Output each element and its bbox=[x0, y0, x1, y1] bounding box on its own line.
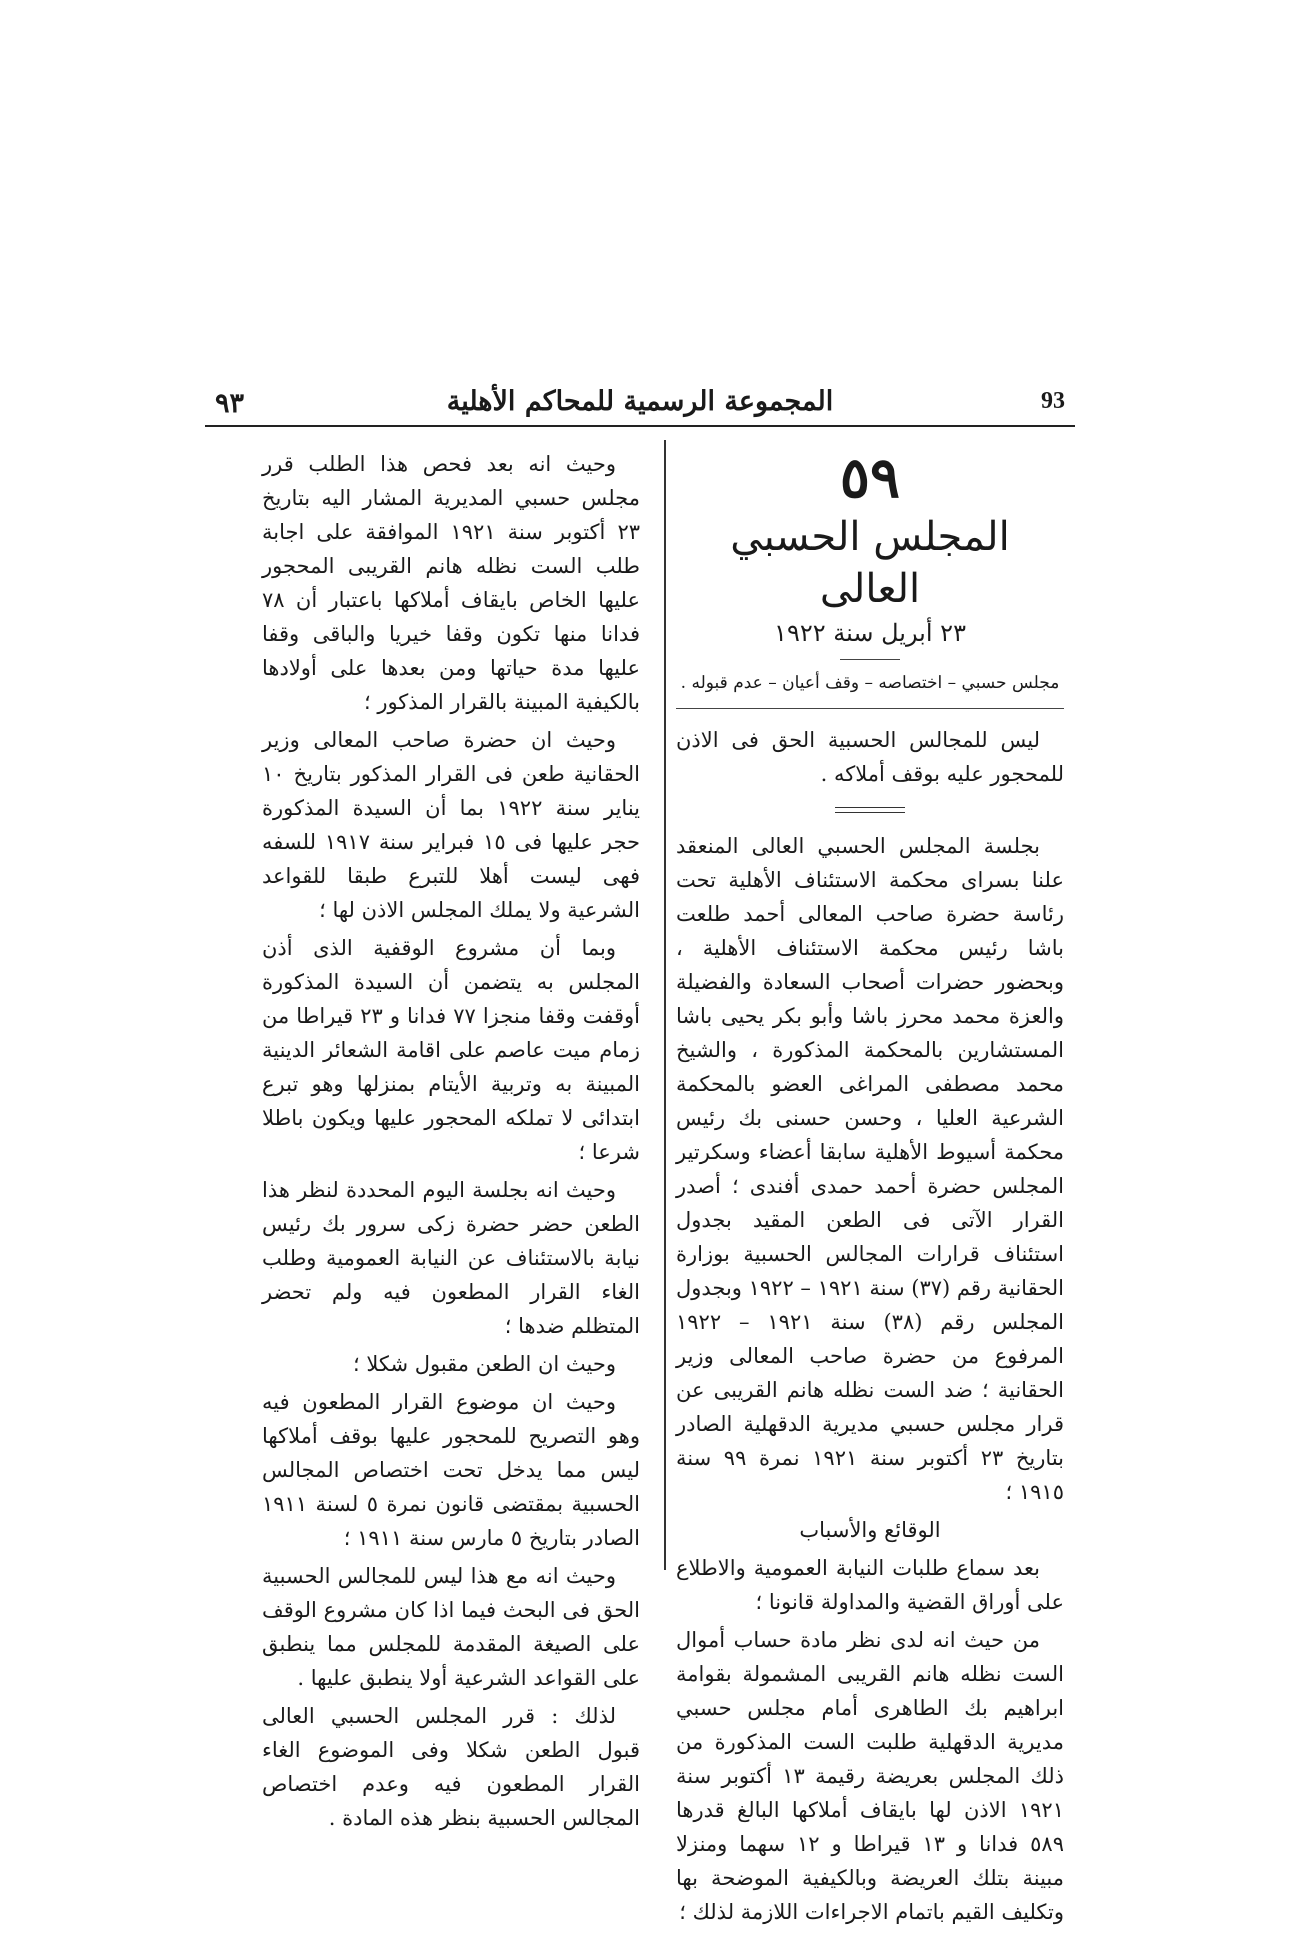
reasoning-paragraph-4: وحيث انه بجلسة اليوم المحددة لنظر هذا الطعن حضر حضرة زكى سرور بك رئيس نيابة بالاستئناف عن النيابة العمومية وطلب الغاء القرار المطعون فيه ولم تحضر المتظلم ضدها ؛ bbox=[262, 1178, 640, 1338]
legal-principle: ليس للمجالس الحسبية الحق فى الاذن للمحجور عليه بوقف أملاكه . bbox=[676, 728, 1064, 786]
header-rule bbox=[205, 425, 1075, 427]
double-divider bbox=[835, 807, 905, 813]
short-divider bbox=[840, 659, 900, 660]
reasoning-paragraph-7: وحيث انه مع هذا ليس للمجالس الحسبية الحق فى البحث فيما اذا كان مشروع الوقف على الصيغة المقدمة للمجلس مما ينطبق على القواعد الشرعية أولا ينطبق عليها . bbox=[262, 1564, 640, 1690]
reasoning-paragraph-5: وحيث ان الطعن مقبول شكلا ؛ bbox=[352, 1352, 616, 1376]
left-column bbox=[262, 447, 640, 1839]
court-name: المجلس الحسبي العالى bbox=[730, 514, 1010, 612]
page-header bbox=[205, 380, 1075, 424]
page-number-arabic: ٩٣ bbox=[215, 388, 245, 419]
reasoning-paragraph-6: وحيث ان موضوع القرار المطعون فيه وهو التصريح للمحجور عليها بوقف أملاكها ليس مما يدخل تحت اختصاص المجالس الحسبية بمقتضى قانون نمرة ٥ لسنة ١٩١١ الصادر بتاريخ ٥ مارس سنة ١٩١١ ؛ bbox=[262, 1390, 640, 1550]
facts-paragraph-1: بعد سماع طلبات النيابة العمومية والاطلاع على أوراق القضية والمداولة قانونا ؛ bbox=[676, 1556, 1064, 1614]
keywords-line: مجلس حسبي – اختصاصه – وقف أعيان – عدم قبوله . bbox=[680, 673, 1060, 693]
running-title: المجموعة الرسمية للمحاكم الأهلية bbox=[446, 386, 834, 417]
facts-paragraph-2: من حيث انه لدى نظر مادة حساب أموال الست نظله هانم القريبى المشمولة بقوامة ابراهيم بك الطاهرى أمام مجلس حسبي مديرية الدقهلية طلبت الست المذكورة من ذلك المجلس بعريضة رقيمة ١٣ أكتوبر سنة ١٩٢١ الاذن لها بايقاف أملاكها البالغ قدرها ٥٨٩ فدانا و ١٣ قيراطا و ١٢ سهما ومنزلا مبينة بتلك العريضة وبالكيفية الموضحة بها وتكليف القيم باتمام الاجراءات اللازمة لذلك ؛ bbox=[676, 1628, 1064, 1924]
reasoning-paragraph-1: وحيث انه بعد فحص هذا الطلب قرر مجلس حسبي المديرية المشار اليه بتاريخ ٢٣ أكتوبر سنة ١٩٢١ الموافقة على اجابة طلب الست نظله هانم القريبى المحجور عليها الخاص بايقاف أملاكها باعتبار أن ٧٨ فدانا منها تكون وقفا خيريا والباقى وقفا عليها مدة حياتها ومن بعدها على أولادها بالكيفية المبينة بالقرار المذكور ؛ bbox=[262, 452, 641, 714]
reasoning-paragraph-3: وبما أن مشروع الوقفية الذى أذن المجلس به يتضمن أن السيدة المذكورة أوقفت وقفا منجزا ٧٧ فدانا و ٢٣ قيراطا من زمام ميت عاصم على اقامة الشعائر الدينية المبينة به وتربية الأيتام بمنزلها وهو تبرع ابتدائى لا تملكه المحجور عليها ويكون باطلا شرعا ؛ bbox=[262, 936, 640, 1164]
column-divider bbox=[664, 440, 666, 1570]
case-number: ٥٩ bbox=[839, 445, 901, 511]
session-intro: بجلسة المجلس الحسبي العالى المنعقد علنا بسراى محكمة الاستئناف الأهلية تحت رئاسة حضرة صاحب المعالى أحمد طلعت باشا رئيس محكمة الاستئناف الأهلية ، وبحضور حضرات أصحاب السعادة والفضيلة والعزة محمد محرز باشا وأبو بكر يحيى باشا المستشارين بالمحكمة المذكورة ، والشيخ محمد مصطفى المراغى العضو بالمحكمة الشرعية العليا ، وحسن حسنى بك رئيس محكمة أسيوط الأهلية سابقا أعضاء وسكرتير المجلس حضرة أحمد حمدى أفندى ؛ أصدر القرار الآتى فى الطعن المقيد بجدول استئناف قرارات المجالس الحسبية بوزارة الحقانية رقم (٣٧) سنة ١٩٢١ – ١٩٢٢ وبجدول المجلس رقم (٣٨) سنة ١٩٢١ – ١٩٢٢ المرفوع من حضرة صاحب المعالى وزير الحقانية ؛ ضد الست نظله هانم القريبى عن قرار مجلس حسبي مديرية الدقهلية الصادر بتاريخ ٢٣ أكتوبر سنة ١٩٢١ نمرة ٩٩ سنة ١٩١٥ ؛ bbox=[675, 834, 1065, 1504]
section-divider bbox=[676, 708, 1064, 709]
decision-paragraph: لذلك : قرر المجلس الحسبي العالى قبول الطعن شكلا وفى الموضوع الغاء القرار المطعون فيه وعدم اختصاص المجالس الحسبية بنظر هذه المادة . bbox=[262, 1704, 640, 1830]
reasoning-paragraph-2: وحيث ان حضرة صاحب المعالى وزير الحقانية طعن فى القرار المذكور بتاريخ ١٠ يناير سنة ١٩٢٢ بما أن السيدة المذكورة حجر عليها فى ١٥ فبراير سنة ١٩١٧ للسفه فهى ليست أهلا للتبرع طبقا للقواعد الشرعية ولا يملك المجلس الاذن لها ؛ bbox=[262, 728, 640, 922]
facts-heading: الوقائع والأسباب bbox=[799, 1518, 941, 1542]
page-number-latin: 93 bbox=[1041, 388, 1065, 414]
decision-date: ٢٣ أبريل سنة ١٩٢٢ bbox=[774, 619, 966, 647]
right-column bbox=[676, 447, 1064, 1933]
